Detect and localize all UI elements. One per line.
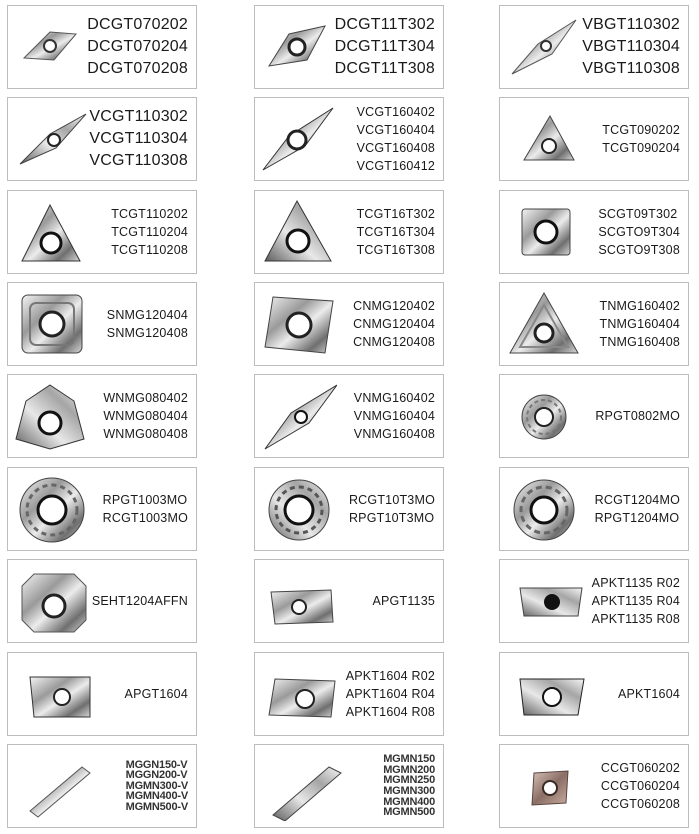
- product-code: TCGT090204: [602, 141, 680, 155]
- product-code: SEHT1204AFFN: [91, 594, 188, 608]
- product-code: MGGN150-V: [125, 758, 188, 771]
- product-codes: [602, 98, 680, 180]
- product-code: WNMG080404: [103, 409, 188, 423]
- product-codes: [107, 283, 188, 365]
- product-code: SCGT09T302: [598, 207, 678, 221]
- product-card: [7, 190, 197, 274]
- product-code: TCGT090202: [602, 123, 680, 137]
- grooving-insert-icon: [267, 751, 343, 821]
- product-codes: [372, 560, 435, 642]
- product-codes: [592, 560, 680, 642]
- product-codes: [346, 653, 435, 735]
- product-card: [254, 374, 444, 458]
- product-codes: [595, 468, 680, 550]
- product-code: CNMG120404: [353, 317, 435, 331]
- product-code: MGMN500: [383, 806, 435, 819]
- product-codes: [87, 6, 188, 88]
- product-code: MGMN200: [383, 763, 435, 776]
- product-code: RPGT1204MO: [594, 511, 680, 525]
- product-card: [7, 374, 197, 458]
- product-code: DCGT070208: [87, 60, 188, 77]
- product-code: VNMG160404: [353, 409, 435, 423]
- square-insert-icon: [508, 197, 584, 267]
- product-code: VCGT160404: [356, 123, 435, 137]
- product-code: TCGT16T308: [356, 243, 435, 257]
- product-code: DCGT11T308: [334, 60, 435, 77]
- product-card: [254, 190, 444, 274]
- product-code: RCGT1003MO: [102, 511, 188, 525]
- product-code: DCGT070202: [87, 16, 188, 33]
- product-code: TCGT110202: [111, 207, 188, 221]
- product-card: [7, 282, 197, 366]
- product-card: [7, 744, 197, 828]
- product-code: WNMG080408: [103, 427, 188, 441]
- product-code: VCGT160412: [356, 159, 435, 173]
- square-insert-icon: [14, 289, 90, 359]
- product-code: RCGT10T3MO: [348, 493, 435, 507]
- product-code: TCGT110208: [111, 243, 188, 257]
- product-code: VNMG160408: [353, 427, 435, 441]
- product-card: [7, 652, 197, 736]
- product-code: MGMN400-V: [125, 790, 188, 803]
- product-code: DCGT070204: [87, 38, 188, 55]
- product-code: VBGT110304: [582, 38, 680, 55]
- product-code: VBGT110308: [582, 60, 680, 77]
- triangle-insert-icon: [512, 104, 588, 174]
- milling-insert-icon: [514, 659, 590, 729]
- product-codes: [89, 98, 188, 180]
- product-card: [499, 5, 689, 89]
- product-code: MGMN250: [383, 774, 435, 787]
- product-card: [254, 467, 444, 551]
- product-card: [499, 97, 689, 181]
- product-code: APGT1604: [124, 687, 188, 701]
- product-code: VCGT160402: [356, 105, 435, 119]
- product-code: VNMG160402: [353, 391, 435, 405]
- product-code: VCGT110308: [89, 152, 188, 169]
- product-card: [254, 282, 444, 366]
- product-card: [254, 744, 444, 828]
- product-code: RPGT1003MO: [102, 493, 188, 507]
- product-code: SNMG120408: [106, 326, 188, 340]
- product-code: WNMG080402: [103, 391, 188, 405]
- product-code: APKT1604 R02: [345, 669, 435, 683]
- product-code: APKT1604 R04: [345, 687, 435, 701]
- milling-insert-icon: [22, 659, 98, 729]
- product-codes: [126, 745, 188, 827]
- product-code: RCGT1204MO: [594, 493, 680, 507]
- product-code: RPGT0802MO: [595, 409, 680, 423]
- product-code: RPGT10T3MO: [348, 511, 435, 525]
- product-codes: [125, 653, 188, 735]
- product-code: SNMG120404: [106, 308, 188, 322]
- product-code: MGMN300-V: [125, 779, 188, 792]
- product-card: [499, 467, 689, 551]
- product-codes: [354, 375, 435, 457]
- product-code: APKT1604: [617, 687, 680, 701]
- diamond-insert-icon: [506, 12, 582, 82]
- rhombic-insert-icon: [510, 751, 586, 821]
- product-card: [254, 5, 444, 89]
- diamond-insert-icon: [14, 12, 90, 82]
- product-code: CNMG120402: [353, 299, 435, 313]
- product-code: APKT1135 R08: [591, 612, 680, 626]
- product-card: [499, 652, 689, 736]
- product-code: CCGT060208: [600, 797, 680, 811]
- product-code: APKT1604 R08: [345, 705, 435, 719]
- product-codes: [618, 653, 680, 735]
- milling-insert-icon: [512, 566, 588, 636]
- product-code: MGMN150: [383, 753, 435, 766]
- product-card: [499, 374, 689, 458]
- product-code: MGMN500-V: [125, 800, 188, 813]
- product-card: [499, 744, 689, 828]
- product-code: MGMN300: [383, 785, 435, 797]
- rhombic-insert-icon: [261, 289, 337, 359]
- product-codes: [103, 375, 188, 457]
- product-code: VCGT160408: [356, 141, 435, 155]
- diamond-insert-icon: [259, 104, 335, 174]
- product-code: DCGT11T302: [334, 16, 435, 33]
- product-code: VCGT110302: [89, 108, 188, 125]
- product-code: VBGT110302: [582, 16, 680, 33]
- milling-insert-icon: [263, 659, 339, 729]
- product-code: MGGN200-V: [125, 769, 188, 782]
- product-codes: [357, 98, 435, 180]
- product-card: [7, 559, 197, 643]
- triangle-insert-icon: [506, 289, 582, 359]
- product-codes: [357, 191, 435, 273]
- product-codes: [111, 191, 188, 273]
- round-insert-icon: [261, 474, 337, 544]
- product-card: [499, 559, 689, 643]
- product-codes: [335, 6, 435, 88]
- triangle-insert-icon: [14, 197, 90, 267]
- product-codes: [582, 6, 680, 88]
- product-code: CCGT060202: [600, 761, 680, 775]
- round-insert-icon: [506, 381, 582, 451]
- octagon-insert-icon: [16, 566, 92, 636]
- product-card: [499, 190, 689, 274]
- product-codes: [92, 560, 188, 642]
- diamond-insert-icon: [259, 12, 335, 82]
- product-code: APGT1135: [372, 594, 435, 608]
- product-code: TCGT16T304: [356, 225, 435, 239]
- product-code: CNMG120408: [353, 335, 435, 349]
- grooving-insert-icon: [20, 751, 96, 821]
- triangle-insert-icon: [261, 197, 337, 267]
- product-codes: [349, 468, 435, 550]
- product-codes: [599, 283, 680, 365]
- product-codes: [383, 745, 435, 827]
- product-card: [7, 97, 197, 181]
- product-code: APKT1135 R02: [591, 576, 680, 590]
- product-code: APKT1135 R04: [591, 594, 680, 608]
- product-card: [499, 282, 689, 366]
- product-code: DCGT11T304: [334, 38, 435, 55]
- product-code: TNMG160402: [599, 299, 680, 313]
- diamond-insert-icon: [14, 104, 90, 174]
- product-code: CCGT060204: [600, 779, 680, 793]
- product-code: TNMG160404: [599, 317, 680, 331]
- product-card: [254, 652, 444, 736]
- diamond-insert-icon: [261, 381, 337, 451]
- product-codes: [598, 191, 680, 273]
- trigon-insert-icon: [12, 381, 88, 451]
- product-codes: [595, 375, 680, 457]
- product-card: [7, 467, 197, 551]
- product-card: [254, 559, 444, 643]
- product-code: VCGT110304: [89, 130, 188, 147]
- product-code: TCGT110204: [111, 225, 188, 239]
- product-card: [254, 97, 444, 181]
- product-code: SCGTO9T304: [598, 225, 680, 239]
- round-insert-icon: [506, 474, 582, 544]
- product-code: MGMN400: [383, 795, 435, 808]
- product-code: TCGT16T302: [356, 207, 435, 221]
- milling-insert-icon: [263, 566, 339, 636]
- product-code: TNMG160408: [599, 335, 680, 349]
- round-insert-icon: [14, 474, 90, 544]
- product-codes: [103, 468, 188, 550]
- product-codes: [601, 745, 680, 827]
- product-code: SCGTO9T308: [598, 243, 680, 257]
- product-codes: [353, 283, 435, 365]
- product-card: [7, 5, 197, 89]
